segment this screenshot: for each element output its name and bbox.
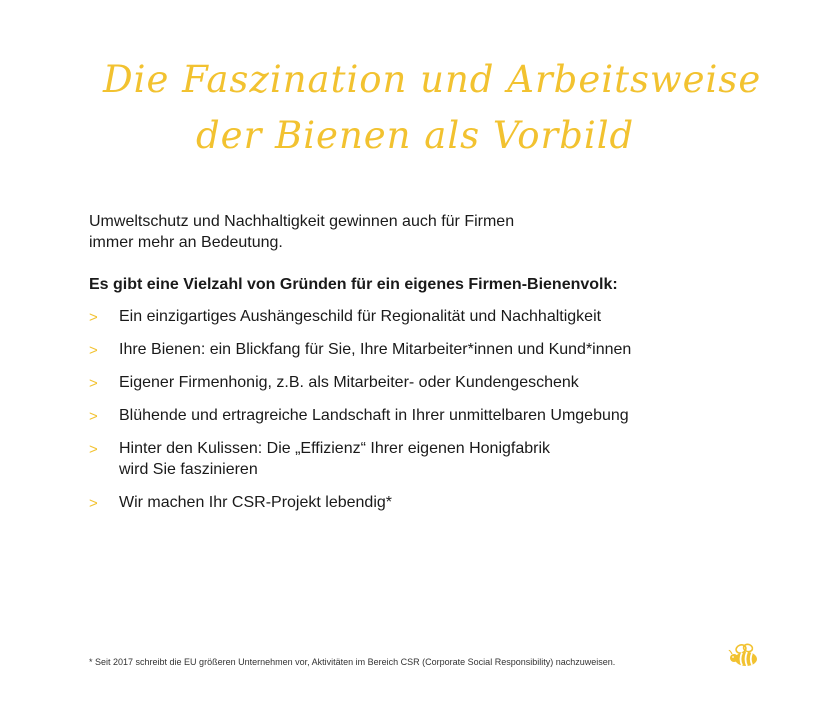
reasons-list xyxy=(89,306,769,525)
intro-paragraph xyxy=(89,211,649,253)
list-item-text-continued: wird Sie faszinieren xyxy=(119,461,258,478)
page-title xyxy=(0,52,813,164)
list-item xyxy=(89,306,769,327)
bee-icon xyxy=(728,643,760,669)
chevron-right-icon: > xyxy=(89,309,98,326)
chevron-right-icon: > xyxy=(89,408,98,425)
list-item-text: Ein einzigartiges Aushängeschild für Regionalität und Nachhaltigkeit xyxy=(119,308,602,325)
list-item xyxy=(89,438,769,480)
footnote: * Seit 2017 schreibt die EU größeren Unternehmen vor, Aktivitäten im Bereich CSR (Corporate Social Responsibility) nachzuweisen. xyxy=(89,657,616,667)
chevron-right-icon: > xyxy=(89,441,98,458)
chevron-right-icon: > xyxy=(89,375,98,392)
list-item xyxy=(89,339,769,360)
list-item xyxy=(89,492,769,513)
list-item-text: Wir machen Ihr CSR-Projekt lebendig* xyxy=(119,494,392,511)
list-item-text: Blühende und ertragreiche Landschaft in Ihrer unmittelbaren Umgebung xyxy=(119,407,629,424)
list-item-text: Ihre Bienen: ein Blickfang für Sie, Ihre Mitarbeiter*innen und Kund*innen xyxy=(119,341,632,358)
title-line-2: der Bienen als Vorbild xyxy=(196,114,635,157)
title-line-1: Die Faszination und Arbeitsweise xyxy=(103,58,762,101)
list-item-text: Hinter den Kulissen: Die „Effizienz“ Ihrer eigenen Honigfabrik xyxy=(119,440,551,457)
list-item xyxy=(89,372,769,393)
chevron-right-icon: > xyxy=(89,495,98,512)
list-item-text: Eigener Firmenhonig, z.B. als Mitarbeiter- oder Kundengeschenk xyxy=(119,374,579,391)
intro-line-1: Umweltschutz und Nachhaltigkeit gewinnen auch für Firmen xyxy=(89,213,515,230)
chevron-right-icon: > xyxy=(89,342,98,359)
reasons-heading: Es gibt eine Vielzahl von Gründen für ein eigenes Firmen-Bienenvolk: xyxy=(89,276,618,293)
list-item xyxy=(89,405,769,426)
intro-line-2: immer mehr an Bedeutung. xyxy=(89,234,283,251)
